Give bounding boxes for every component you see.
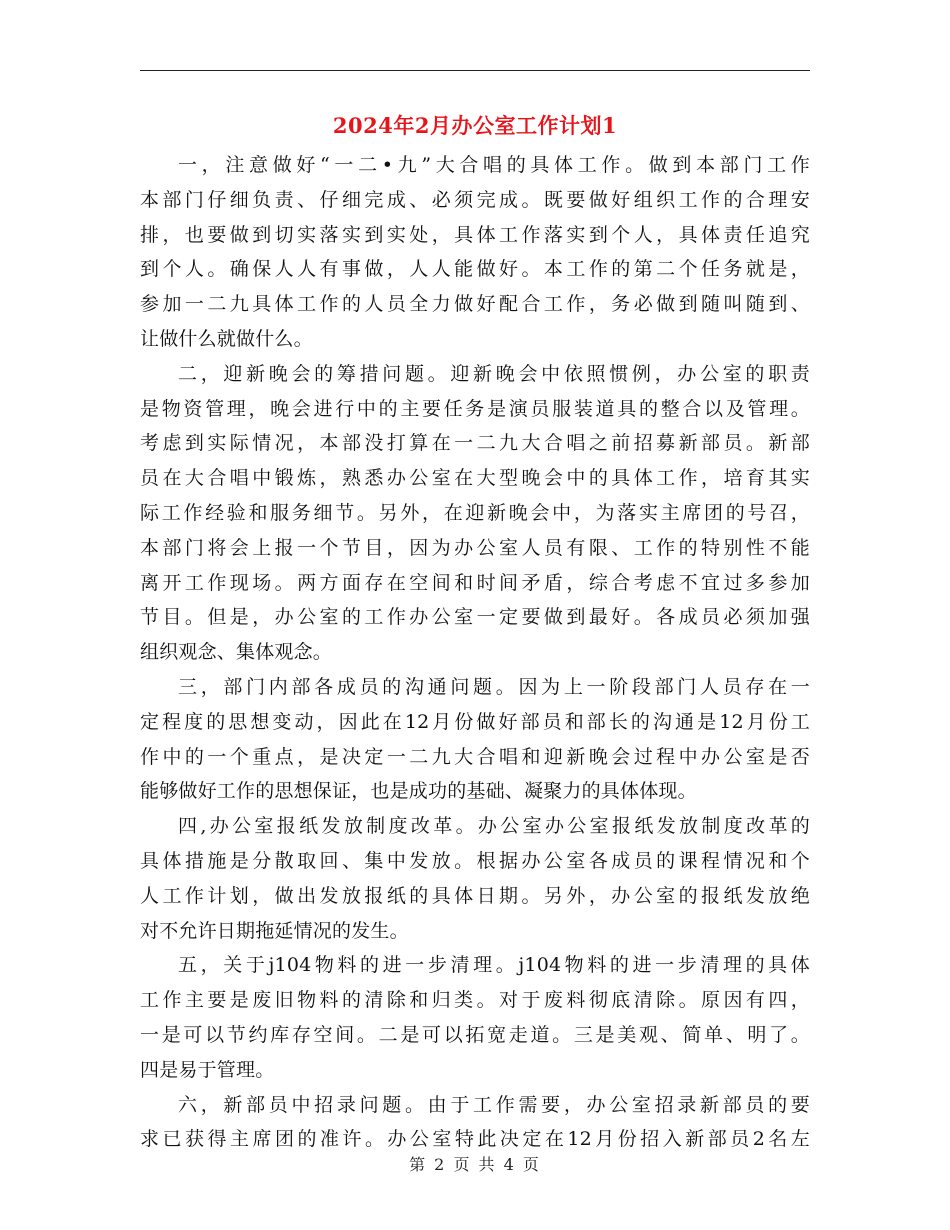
text-line: 本部门将会上报一个节目，因为办公室人员有限、工作的特别性不能 — [140, 536, 810, 559]
text-line: 排，也要做到切实落实到实处，具体工作落实到个人，具体责任追究 — [140, 223, 810, 246]
text-line: 让做什么就做什么。 — [140, 327, 313, 350]
text-line: 参加一二九具体工作的人员全力做好配合工作，务必做到随叫随到、 — [140, 293, 810, 316]
text-line: 对不允许日期拖延情况的发生。 — [140, 919, 409, 942]
text-line: 四是易于管理。 — [140, 1058, 275, 1081]
text-line: 一，注意做好“一二•九”大合唱的具体工作。做到本部门工作 — [178, 154, 810, 176]
text-line: 离开工作现场。两方面存在空间和时间矛盾，综合考虑不宜过多参加 — [140, 571, 810, 594]
text-line: 一是可以节约库存空间。二是可以拓宽走道。三是美观、简单、明了。 — [140, 1023, 810, 1046]
text-line: 作中的一个重点，是决定一二九大合唱和迎新晚会过程中办公室是否 — [140, 745, 810, 768]
text-line: 组织观念、集体观念。 — [140, 641, 333, 664]
text-line: 二，迎新晚会的筹措问题。迎新晚会中依照惯例，办公室的职责 — [178, 362, 810, 385]
header-rule — [140, 70, 810, 71]
text-line: 三，部门内部各成员的沟通问题。因为上一阶段部门人员存在一 — [178, 675, 810, 698]
text-line: 人工作计划，做出发放报纸的具体日期。另外，办公室的报纸发放绝 — [140, 884, 810, 907]
page-number: 第 2 页 共 4 页 — [409, 1155, 541, 1174]
text-line: 具体措施是分散取回、集中发放。根据办公室各成员的课程情况和个 — [140, 849, 810, 872]
text-line: 考虑到实际情况，本部没打算在一二九大合唱之前招募新部员。新部 — [140, 432, 810, 455]
text-line: 求已获得主席团的准许。办公室特此决定在12月份招入新部员2名左 — [140, 1128, 810, 1151]
text-line: 本部门仔细负责、仔细完成、必须完成。既要做好组织工作的合理安 — [140, 188, 810, 211]
text-line: 四,办公室报纸发放制度改革。办公室办公室报纸发放制度改革的 — [178, 815, 810, 838]
text-line: 到个人。确保人人有事做，人人能做好。本工作的第二个任务就是， — [140, 258, 810, 281]
text-line: 际工作经验和服务细节。另外，在迎新晚会中，为落实主席团的号召， — [140, 501, 810, 524]
text-line: 定程度的思想变动，因此在12月份做好部员和部长的沟通是12月份工 — [140, 710, 810, 733]
text-line: 工作主要是废旧物料的清除和归类。对于废料彻底清除。原因有四， — [140, 989, 810, 1012]
document-body — [140, 148, 810, 1157]
text-line: 能够做好工作的思想保证，也是成功的基础、凝聚力的具体体现。 — [140, 780, 697, 803]
text-line: 是物资管理，晚会进行中的主要任务是演员服装道具的整合以及管理。 — [140, 397, 810, 420]
text-line: 五，关于j104物料的进一步清理。j104物料的进一步清理的具体 — [178, 954, 810, 977]
text-line: 六，新部员中招录问题。由于工作需要，办公室招录新部员的要 — [178, 1093, 810, 1116]
text-line: 节目。但是，办公室的工作办公室一定要做到最好。各成员必须加强 — [140, 606, 810, 629]
text-line: 员在大合唱中锻炼，熟悉办公室在大型晚会中的具体工作，培育其实 — [140, 467, 810, 490]
document-title: 2024年2月办公室工作计划1 — [332, 113, 618, 138]
